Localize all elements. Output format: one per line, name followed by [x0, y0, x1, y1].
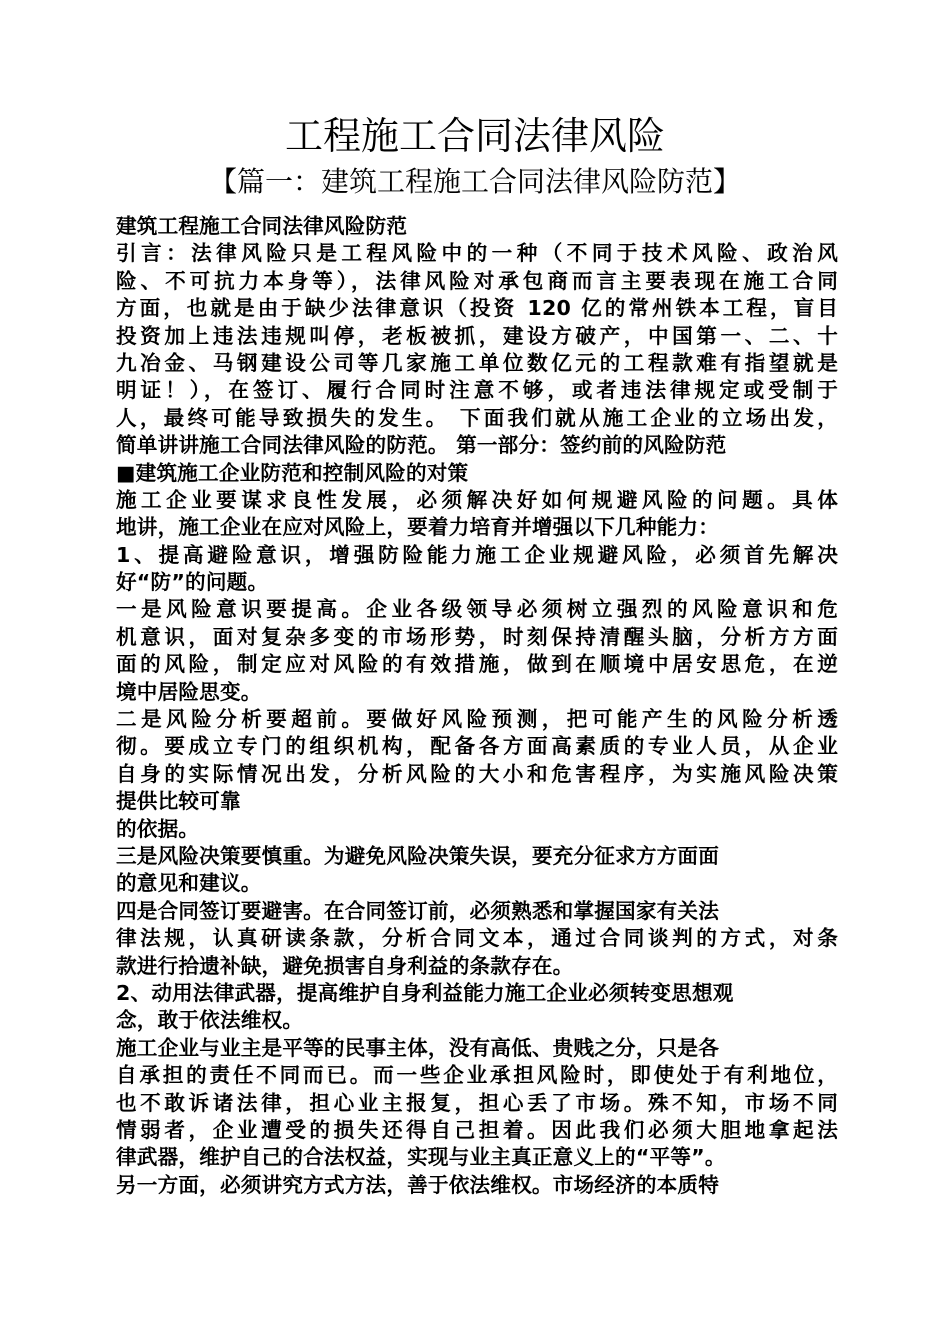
text-line: 款进行拾遗补缺，避免损害自身利益的条款存在。	[116, 953, 574, 978]
text-line: 律武器，维护自己的合法权益，实现与业主真正意义上的“平等”。	[116, 1145, 726, 1170]
text-line: 九冶金、马钢建设公司等几家施工单位数亿元的工程款难有指望就是	[116, 350, 838, 375]
text-line: 简单讲讲施工合同法律风险的防范。 第一部分：签约前的风险防范	[116, 433, 727, 458]
text-line: 自身的实际情况出发，分析风险的大小和危害程序，为实施风险决策	[116, 761, 838, 786]
text-line: 施工企业要谋求良性发展，必须解决好如何规避风险的问题。具体	[116, 487, 838, 512]
text-line: 的意见和建议。	[116, 871, 262, 896]
text-line: 好“防”的问题。	[116, 570, 269, 595]
text-line: 一是风险意识要提高。企业各级领导必须树立强烈的风险意识和危	[116, 597, 838, 622]
text-line: 险、不可抗力本身等），法律风险对承包商而言主要表现在施工合同	[116, 268, 838, 293]
text-line: 1、提高避险意识，增强防险能力施工企业规避风险，必须首先解决	[116, 542, 838, 567]
text-line: 自承担的责任不同而已。而一些企业承担风险时，即使处于有利地位，	[116, 1063, 838, 1088]
text-line: 投资加上违法违规叫停，老板被抓，建设方破产，中国第一、二、十	[116, 323, 838, 348]
document-body	[116, 213, 838, 1199]
text-line: ■建筑施工企业防范和控制风险的对策	[116, 460, 469, 485]
text-line: 律法规，认真研读条款，分析合同文本，通过合同谈判的方式，对条	[116, 926, 838, 951]
text-line: 的依据。	[116, 816, 200, 841]
text-line: 2、动用法律武器，提高维护自身利益能力施工企业必须转变思想观	[116, 980, 734, 1005]
text-line: 面的风险，制定应对风险的有效措施，做到在顺境中居安思危，在逆	[116, 652, 838, 677]
text-line: 四是合同签订要避害。在合同签订前，必须熟悉和掌握国家有关法	[116, 898, 720, 923]
text-line: 人，最终可能导致损失的发生。 下面我们就从施工企业的立场出发，	[116, 405, 838, 430]
text-line: 方面，也就是由于缺少法律意识（投资 120 亿的常州铁本工程，盲目	[116, 296, 838, 321]
text-line: 境中居险思变。	[116, 679, 262, 704]
document-subtitle: 【篇一：建筑工程施工合同法律风险防范】	[208, 165, 741, 198]
text-line: 二是风险分析要超前。要做好风险预测，把可能产生的风险分析透	[116, 707, 838, 732]
text-line: 彻。要成立专门的组织机构，配备各方面高素质的专业人员，从企业	[116, 734, 838, 759]
text-line: 地讲，施工企业在应对风险上，要着力培育并增强以下几种能力：	[116, 515, 720, 540]
text-line: 念，敢于依法维权。	[116, 1008, 304, 1033]
text-line: 情弱者，企业遭受的损失还得自己担着。因此我们必须大胆地拿起法	[116, 1117, 838, 1142]
text-line: 施工企业与业主是平等的民事主体，没有高低、贵贱之分，只是各	[116, 1035, 720, 1060]
text-line: 明证！），在签订、履行合同时注意不够，或者违法律规定或受制于	[116, 378, 838, 403]
text-line: 引言：法律风险只是工程风险中的一种（不同于技术风险、政治风	[116, 241, 838, 266]
document-title: 工程施工合同法律风险	[284, 114, 665, 158]
text-line: 机意识，面对复杂多变的市场形势，时刻保持清醒头脑，分析方方面	[116, 624, 838, 649]
text-line: 建筑工程施工合同法律风险防范	[116, 214, 408, 238]
text-line: 另一方面，必须讲究方式方法，善于依法维权。市场经济的本质特	[116, 1172, 720, 1197]
text-line: 提供比较可靠	[116, 789, 241, 814]
text-line: 三是风险决策要慎重。为避免风险决策失误，要充分征求方方面面	[116, 843, 720, 868]
text-line: 也不敢诉诸法律，担心业主报复，担心丢了市场。殊不知，市场不同	[116, 1090, 838, 1115]
